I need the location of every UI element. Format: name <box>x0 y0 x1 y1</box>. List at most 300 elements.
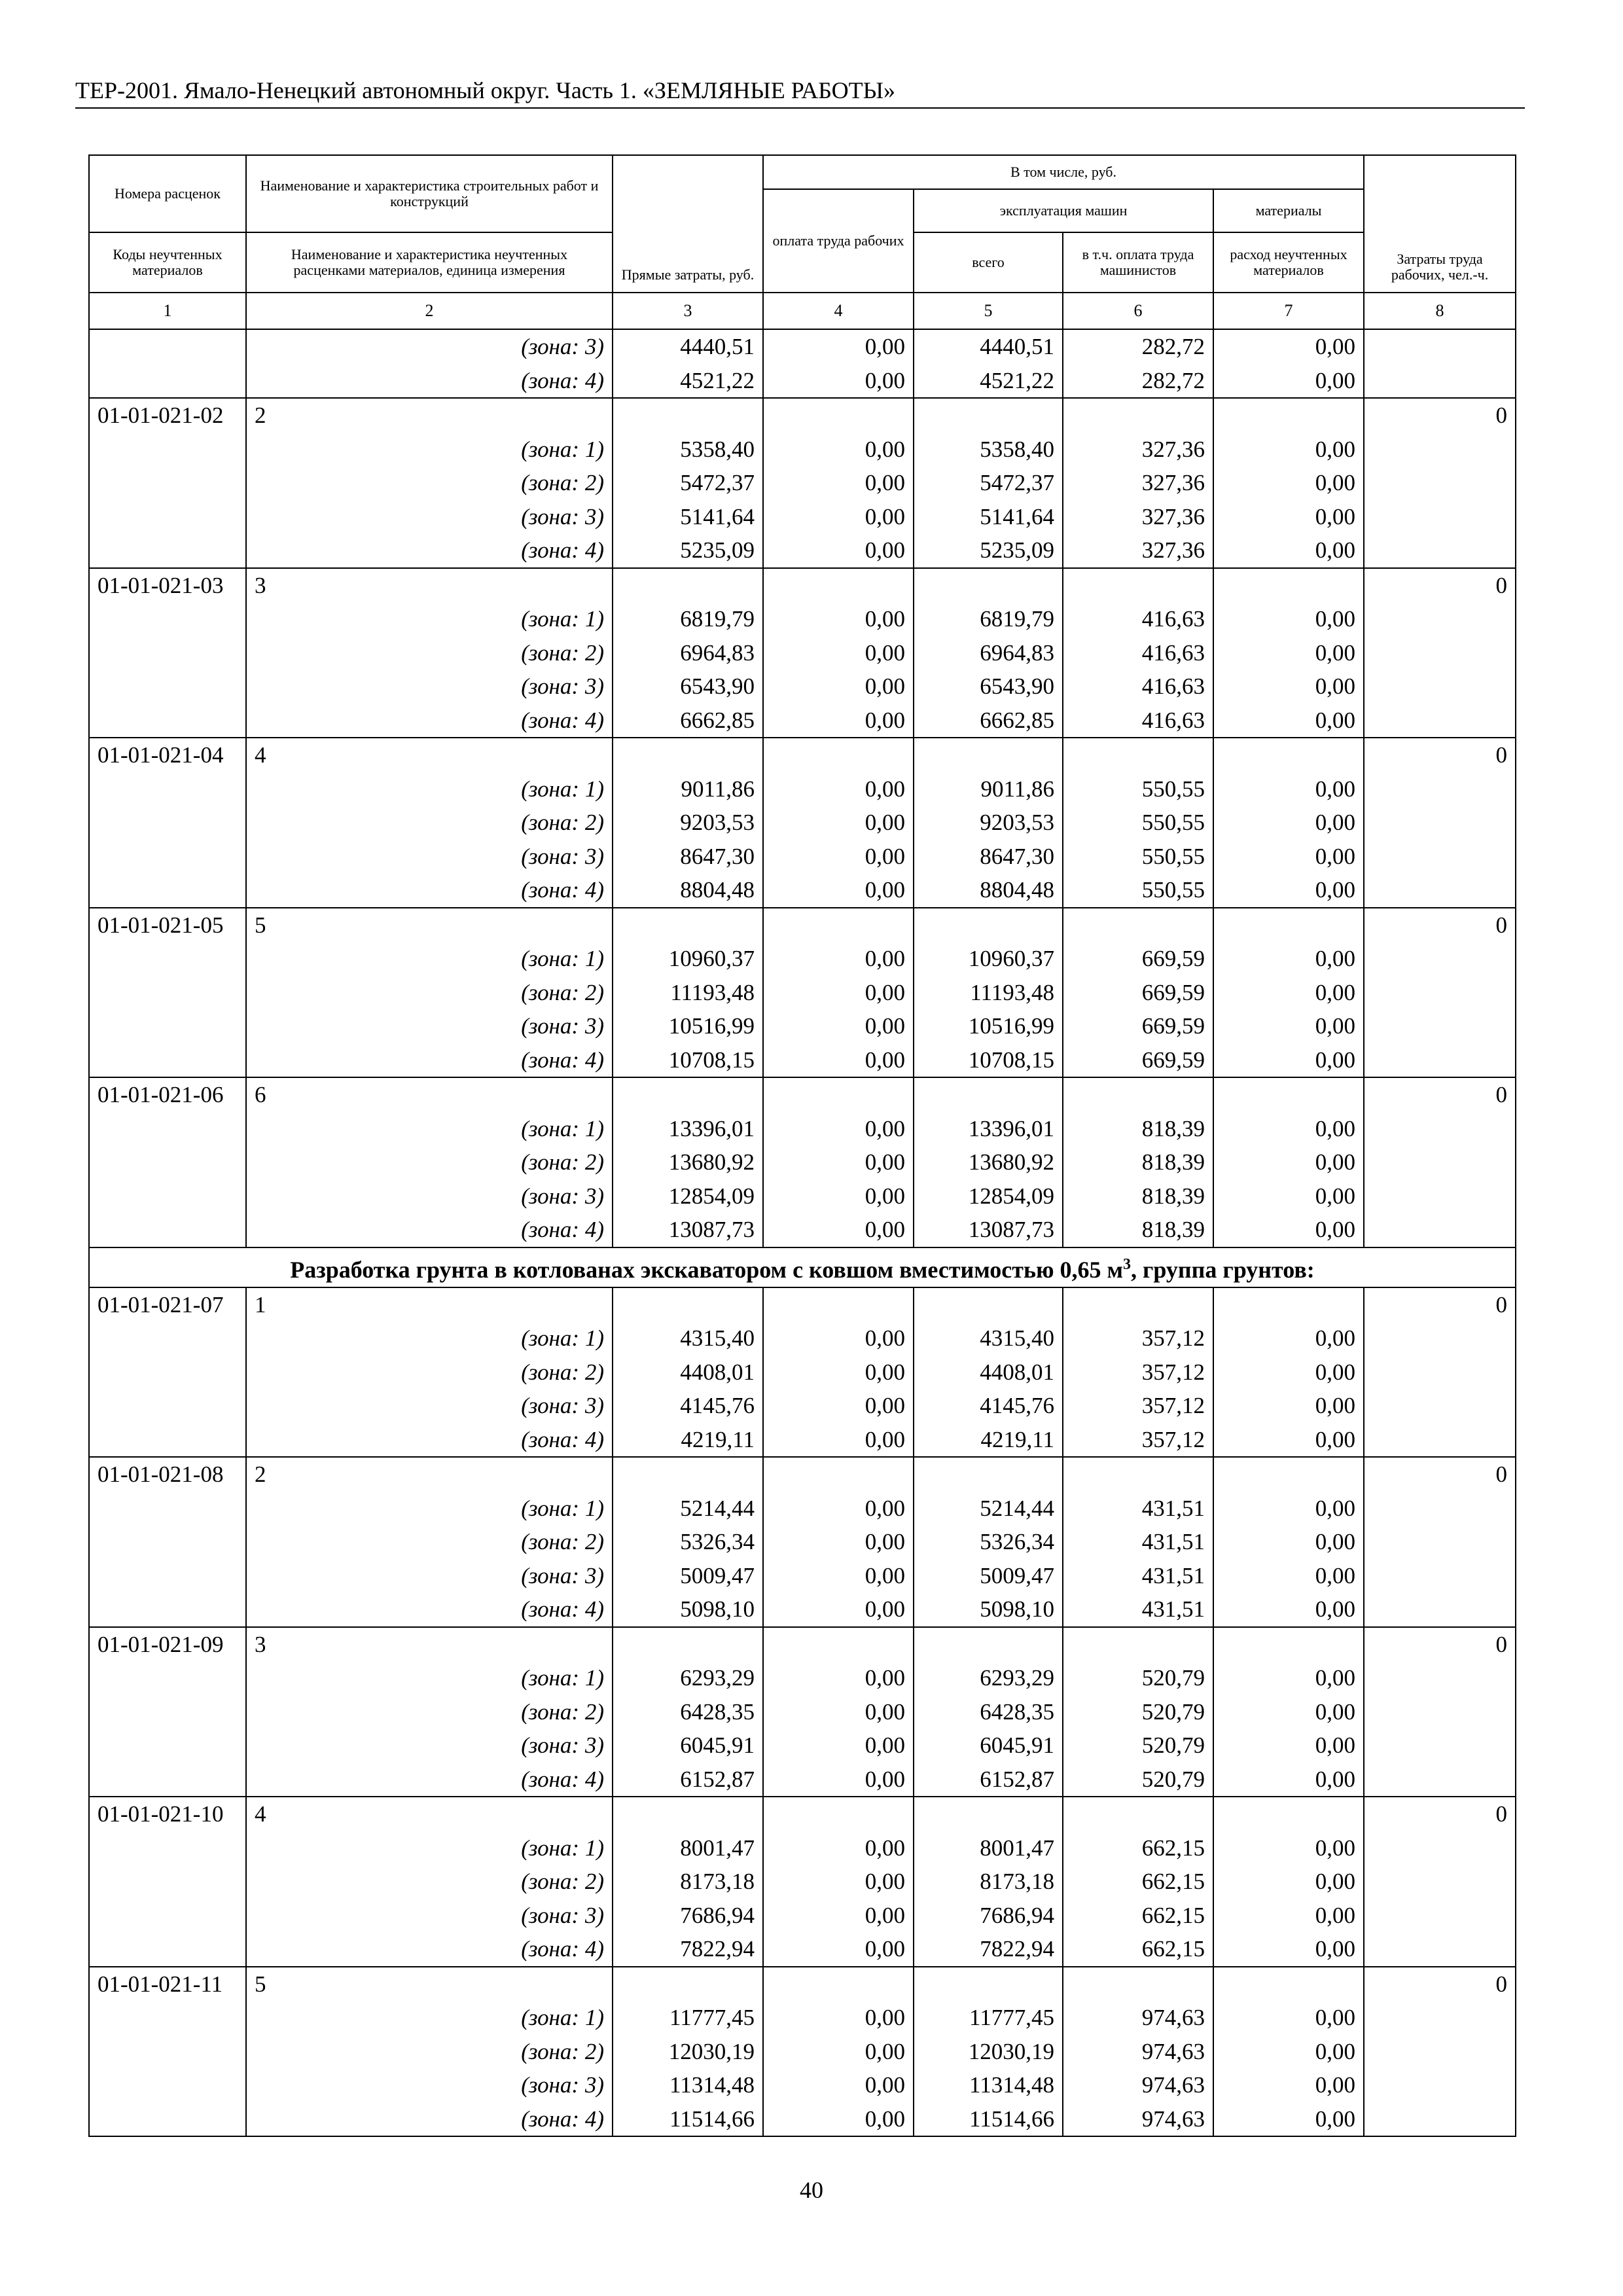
materials-cell: 0,00 <box>1213 1899 1364 1933</box>
code-cell <box>89 364 246 399</box>
empty-cell <box>763 1627 914 1662</box>
machine-labor-cell: 282,72 <box>1063 329 1213 364</box>
labor-cost-cell: 0,00 <box>763 1899 914 1933</box>
direct-cost-cell: 10708,15 <box>613 1043 763 1078</box>
zone-row <box>89 1043 1516 1078</box>
zone-label: (зона: 2) <box>246 976 613 1010</box>
zone-label: (зона: 4) <box>246 704 613 738</box>
code-cell <box>89 533 246 568</box>
direct-cost-cell: 6964,83 <box>613 636 763 670</box>
labor-cost-cell: 0,00 <box>763 500 914 534</box>
zone-row <box>89 840 1516 874</box>
zone-row <box>89 1831 1516 1865</box>
zone-label: (зона: 3) <box>246 2068 613 2102</box>
labor-hours-cell <box>1364 1009 1516 1043</box>
materials-cell: 0,00 <box>1213 636 1364 670</box>
labor-cost-cell: 0,00 <box>763 2068 914 2102</box>
zone-label: (зона: 1) <box>246 1661 613 1695</box>
materials-cell: 0,00 <box>1213 1389 1364 1423</box>
rate-code: 01-01-021-06 <box>89 1077 246 1112</box>
zone-label: (зона: 3) <box>246 840 613 874</box>
direct-cost-cell: 8647,30 <box>613 840 763 874</box>
code-cell <box>89 806 246 840</box>
labor-hours-cell <box>1364 1355 1516 1390</box>
rate-row <box>89 1077 1516 1112</box>
zone-label: (зона: 3) <box>246 329 613 364</box>
zone-row <box>89 806 1516 840</box>
zone-row <box>89 772 1516 806</box>
labor-hours-cell <box>1364 976 1516 1010</box>
direct-cost-cell: 5326,34 <box>613 1525 763 1559</box>
zone-row <box>89 636 1516 670</box>
machine-labor-cell: 431,51 <box>1063 1592 1213 1627</box>
machine-labor-cell: 550,55 <box>1063 873 1213 908</box>
machine-cost-cell: 4521,22 <box>914 364 1063 399</box>
empty-cell <box>613 398 763 433</box>
code-cell <box>89 1899 246 1933</box>
code-cell <box>89 2035 246 2069</box>
labor-cost-cell: 0,00 <box>763 1423 914 1458</box>
zone-label: (зона: 3) <box>246 500 613 534</box>
zone-row <box>89 704 1516 738</box>
empty-cell <box>1063 398 1213 433</box>
table-header <box>89 155 1516 329</box>
machine-cost-cell: 13087,73 <box>914 1213 1063 1247</box>
labor-hours-cell <box>1364 602 1516 636</box>
labor-hours-cell <box>1364 2001 1516 2035</box>
labor-hours-cell: 0 <box>1364 1287 1516 1322</box>
empty-cell <box>914 1797 1063 1831</box>
zone-label: (зона: 3) <box>246 1009 613 1043</box>
zone-row <box>89 1899 1516 1933</box>
direct-cost-cell: 11314,48 <box>613 2068 763 2102</box>
header-col5: всего <box>914 232 1063 293</box>
code-cell <box>89 1763 246 1797</box>
labor-hours-cell <box>1364 1525 1516 1559</box>
column-numbers-row <box>89 293 1516 329</box>
labor-hours-cell <box>1364 1899 1516 1933</box>
header-col4: оплата труда рабочих <box>763 189 914 293</box>
direct-cost-cell: 11514,66 <box>613 2102 763 2137</box>
labor-hours-cell <box>1364 942 1516 976</box>
materials-cell: 0,00 <box>1213 806 1364 840</box>
section-title <box>89 1247 1516 1287</box>
rate-name: 4 <box>246 1797 613 1831</box>
zone-label: (зона: 3) <box>246 1389 613 1423</box>
materials-cell: 0,00 <box>1213 1831 1364 1865</box>
direct-cost-cell: 6662,85 <box>613 704 763 738</box>
machine-cost-cell: 5098,10 <box>914 1592 1063 1627</box>
machine-cost-cell: 4315,40 <box>914 1321 1063 1355</box>
direct-cost-cell: 6293,29 <box>613 1661 763 1695</box>
code-cell <box>89 1831 246 1865</box>
machine-cost-cell: 10516,99 <box>914 1009 1063 1043</box>
direct-cost-cell: 13396,01 <box>613 1112 763 1146</box>
zone-row <box>89 1729 1516 1763</box>
labor-cost-cell: 0,00 <box>763 772 914 806</box>
zone-row <box>89 1763 1516 1797</box>
labor-cost-cell: 0,00 <box>763 2102 914 2137</box>
empty-cell <box>763 1457 914 1492</box>
empty-cell <box>1213 1287 1364 1322</box>
zone-label: (зона: 1) <box>246 1321 613 1355</box>
empty-cell <box>914 1967 1063 2001</box>
labor-hours-cell: 0 <box>1364 1457 1516 1492</box>
labor-cost-cell: 0,00 <box>763 1009 914 1043</box>
machine-labor-cell: 357,12 <box>1063 1423 1213 1458</box>
empty-cell <box>1063 738 1213 772</box>
labor-hours-cell <box>1364 1321 1516 1355</box>
rate-name: 2 <box>246 398 613 433</box>
direct-cost-cell: 8804,48 <box>613 873 763 908</box>
zone-row <box>89 1213 1516 1247</box>
zone-row <box>89 976 1516 1010</box>
machine-cost-cell: 11314,48 <box>914 2068 1063 2102</box>
materials-cell: 0,00 <box>1213 1043 1364 1078</box>
labor-cost-cell: 0,00 <box>763 1525 914 1559</box>
code-cell <box>89 329 246 364</box>
labor-hours-cell <box>1364 636 1516 670</box>
zone-label: (зона: 1) <box>246 1492 613 1526</box>
labor-cost-cell: 0,00 <box>763 840 914 874</box>
materials-cell: 0,00 <box>1213 1321 1364 1355</box>
header-col3: Прямые затраты, руб. <box>613 155 763 293</box>
zone-row <box>89 364 1516 399</box>
materials-cell: 0,00 <box>1213 2035 1364 2069</box>
machine-labor-cell: 662,15 <box>1063 1865 1213 1899</box>
zone-row <box>89 1661 1516 1695</box>
code-cell <box>89 1932 246 1967</box>
machine-labor-cell: 416,63 <box>1063 636 1213 670</box>
labor-hours-cell <box>1364 1145 1516 1179</box>
machine-labor-cell: 818,39 <box>1063 1145 1213 1179</box>
direct-cost-cell: 11193,48 <box>613 976 763 1010</box>
labor-cost-cell: 0,00 <box>763 466 914 500</box>
header-col1-bottom: Коды неучтенных материалов <box>89 232 246 293</box>
labor-hours-cell: 0 <box>1364 1077 1516 1112</box>
materials-cell: 0,00 <box>1213 533 1364 568</box>
header-materials: материалы <box>1213 189 1364 232</box>
code-cell <box>89 2068 246 2102</box>
labor-cost-cell: 0,00 <box>763 1112 914 1146</box>
code-cell <box>89 772 246 806</box>
labor-cost-cell: 0,00 <box>763 1695 914 1729</box>
machine-cost-cell: 6543,90 <box>914 670 1063 704</box>
header-including: В том числе, руб. <box>763 155 1364 189</box>
zone-row <box>89 1559 1516 1593</box>
labor-hours-cell: 0 <box>1364 908 1516 942</box>
labor-hours-cell <box>1364 433 1516 467</box>
labor-cost-cell: 0,00 <box>763 636 914 670</box>
header-col7: расход неучтенных материалов <box>1213 232 1364 293</box>
labor-hours-cell <box>1364 1112 1516 1146</box>
rate-row <box>89 1457 1516 1492</box>
labor-hours-cell <box>1364 772 1516 806</box>
empty-cell <box>914 1077 1063 1112</box>
machine-cost-cell: 13396,01 <box>914 1112 1063 1146</box>
rate-name: 3 <box>246 1627 613 1662</box>
materials-cell: 0,00 <box>1213 873 1364 908</box>
empty-cell <box>1063 1287 1213 1322</box>
machine-cost-cell: 5141,64 <box>914 500 1063 534</box>
machine-labor-cell: 282,72 <box>1063 364 1213 399</box>
rate-code: 01-01-021-05 <box>89 908 246 942</box>
direct-cost-cell: 6819,79 <box>613 602 763 636</box>
labor-cost-cell: 0,00 <box>763 1831 914 1865</box>
zone-label: (зона: 4) <box>246 1423 613 1458</box>
code-cell <box>89 873 246 908</box>
code-cell <box>89 1592 246 1627</box>
direct-cost-cell: 5358,40 <box>613 433 763 467</box>
direct-cost-cell: 4219,11 <box>613 1423 763 1458</box>
column-number: 1 <box>89 293 246 329</box>
labor-cost-cell: 0,00 <box>763 329 914 364</box>
machine-cost-cell: 6045,91 <box>914 1729 1063 1763</box>
section-title-superscript: 3 <box>1123 1255 1132 1273</box>
empty-cell <box>613 1967 763 2001</box>
zone-label: (зона: 3) <box>246 670 613 704</box>
rate-row <box>89 1287 1516 1322</box>
machine-cost-cell: 10708,15 <box>914 1043 1063 1078</box>
zone-row <box>89 329 1516 364</box>
empty-cell <box>763 568 914 603</box>
machine-cost-cell: 4408,01 <box>914 1355 1063 1390</box>
machine-cost-cell: 6662,85 <box>914 704 1063 738</box>
empty-cell <box>763 1797 914 1831</box>
empty-cell <box>613 908 763 942</box>
labor-cost-cell: 0,00 <box>763 1321 914 1355</box>
labor-hours-cell: 0 <box>1364 1627 1516 1662</box>
labor-hours-cell <box>1364 1043 1516 1078</box>
direct-cost-cell: 6045,91 <box>613 1729 763 1763</box>
labor-hours-cell: 0 <box>1364 1797 1516 1831</box>
labor-hours-cell <box>1364 704 1516 738</box>
zone-label: (зона: 3) <box>246 1729 613 1763</box>
zone-label: (зона: 2) <box>246 466 613 500</box>
machine-cost-cell: 9203,53 <box>914 806 1063 840</box>
code-cell <box>89 1559 246 1593</box>
code-cell <box>89 1043 246 1078</box>
zone-row <box>89 533 1516 568</box>
labor-cost-cell: 0,00 <box>763 1043 914 1078</box>
empty-cell <box>914 398 1063 433</box>
zone-label: (зона: 4) <box>246 1043 613 1078</box>
machine-cost-cell: 12030,19 <box>914 2035 1063 2069</box>
rate-code: 01-01-021-08 <box>89 1457 246 1492</box>
labor-cost-cell: 0,00 <box>763 533 914 568</box>
machine-cost-cell: 5214,44 <box>914 1492 1063 1526</box>
page-header: ТЕР-2001. Ямало-Ненецкий автономный округ. Часть 1. «ЗЕМЛЯНЫЕ РАБОТЫ» <box>75 73 1525 109</box>
materials-cell: 0,00 <box>1213 1112 1364 1146</box>
zone-label: (зона: 4) <box>246 1763 613 1797</box>
code-cell <box>89 1695 246 1729</box>
code-cell <box>89 704 246 738</box>
column-number: 2 <box>246 293 613 329</box>
zone-label: (зона: 2) <box>246 1145 613 1179</box>
labor-cost-cell: 0,00 <box>763 1492 914 1526</box>
materials-cell: 0,00 <box>1213 976 1364 1010</box>
zone-row <box>89 873 1516 908</box>
materials-cell: 0,00 <box>1213 364 1364 399</box>
direct-cost-cell: 11777,45 <box>613 2001 763 2035</box>
machine-cost-cell: 5009,47 <box>914 1559 1063 1593</box>
code-cell <box>89 466 246 500</box>
machine-cost-cell: 12854,09 <box>914 1179 1063 1213</box>
labor-cost-cell: 0,00 <box>763 1932 914 1967</box>
materials-cell: 0,00 <box>1213 1145 1364 1179</box>
labor-hours-cell <box>1364 466 1516 500</box>
machine-labor-cell: 520,79 <box>1063 1661 1213 1695</box>
machine-cost-cell: 8804,48 <box>914 873 1063 908</box>
materials-cell: 0,00 <box>1213 602 1364 636</box>
machine-labor-cell: 357,12 <box>1063 1355 1213 1390</box>
labor-cost-cell: 0,00 <box>763 2035 914 2069</box>
zone-label: (зона: 4) <box>246 2102 613 2137</box>
rate-code: 01-01-021-02 <box>89 398 246 433</box>
direct-cost-cell: 10516,99 <box>613 1009 763 1043</box>
direct-cost-cell: 6428,35 <box>613 1695 763 1729</box>
direct-cost-cell: 4145,76 <box>613 1389 763 1423</box>
labor-hours-cell <box>1364 1492 1516 1526</box>
empty-cell <box>1213 1797 1364 1831</box>
empty-cell <box>1063 568 1213 603</box>
labor-hours-cell <box>1364 1695 1516 1729</box>
machine-labor-cell: 357,12 <box>1063 1389 1213 1423</box>
labor-hours-cell <box>1364 1389 1516 1423</box>
section-title-suffix: , группа грунтов: <box>1131 1256 1315 1283</box>
empty-cell <box>1213 1627 1364 1662</box>
labor-cost-cell: 0,00 <box>763 873 914 908</box>
direct-cost-cell: 9203,53 <box>613 806 763 840</box>
code-cell <box>89 1389 246 1423</box>
zone-label: (зона: 1) <box>246 942 613 976</box>
labor-hours-cell: 0 <box>1364 738 1516 772</box>
labor-cost-cell: 0,00 <box>763 1559 914 1593</box>
direct-cost-cell: 13680,92 <box>613 1145 763 1179</box>
zone-label: (зона: 1) <box>246 772 613 806</box>
machine-cost-cell: 11193,48 <box>914 976 1063 1010</box>
code-cell <box>89 636 246 670</box>
zone-label: (зона: 4) <box>246 873 613 908</box>
labor-hours-cell <box>1364 533 1516 568</box>
machine-cost-cell: 9011,86 <box>914 772 1063 806</box>
zone-row <box>89 602 1516 636</box>
zone-label: (зона: 2) <box>246 2035 613 2069</box>
code-cell <box>89 2001 246 2035</box>
rate-code: 01-01-021-11 <box>89 1967 246 2001</box>
rate-code: 01-01-021-07 <box>89 1287 246 1322</box>
materials-cell: 0,00 <box>1213 1695 1364 1729</box>
zone-row <box>89 1865 1516 1899</box>
zone-label: (зона: 3) <box>246 1899 613 1933</box>
rate-name: 4 <box>246 738 613 772</box>
machine-labor-cell: 974,63 <box>1063 2102 1213 2137</box>
materials-cell: 0,00 <box>1213 1179 1364 1213</box>
empty-cell <box>1213 908 1364 942</box>
empty-cell <box>763 908 914 942</box>
labor-hours-cell <box>1364 1763 1516 1797</box>
zone-label: (зона: 1) <box>246 433 613 467</box>
labor-hours-cell <box>1364 1865 1516 1899</box>
machine-cost-cell: 4145,76 <box>914 1389 1063 1423</box>
page-number: 40 <box>800 2177 823 2203</box>
machine-labor-cell: 550,55 <box>1063 772 1213 806</box>
labor-cost-cell: 0,00 <box>763 1179 914 1213</box>
zone-label: (зона: 4) <box>246 533 613 568</box>
zone-label: (зона: 2) <box>246 1695 613 1729</box>
code-cell <box>89 1729 246 1763</box>
zone-row <box>89 942 1516 976</box>
header-col2-top: Наименование и характеристика строительных работ и конструкций <box>246 155 613 232</box>
zone-row <box>89 2102 1516 2137</box>
zone-row <box>89 433 1516 467</box>
zone-label: (зона: 3) <box>246 1559 613 1593</box>
labor-cost-cell: 0,00 <box>763 1389 914 1423</box>
labor-cost-cell: 0,00 <box>763 1213 914 1247</box>
materials-cell: 0,00 <box>1213 329 1364 364</box>
direct-cost-cell: 12030,19 <box>613 2035 763 2069</box>
labor-hours-cell <box>1364 873 1516 908</box>
code-cell <box>89 1661 246 1695</box>
code-cell <box>89 1865 246 1899</box>
zone-label: (зона: 1) <box>246 1112 613 1146</box>
labor-cost-cell: 0,00 <box>763 1865 914 1899</box>
labor-hours-cell <box>1364 1729 1516 1763</box>
machine-labor-cell: 431,51 <box>1063 1559 1213 1593</box>
machine-labor-cell: 662,15 <box>1063 1932 1213 1967</box>
zone-label: (зона: 4) <box>246 1932 613 1967</box>
zone-row <box>89 1321 1516 1355</box>
direct-cost-cell: 5098,10 <box>613 1592 763 1627</box>
machine-labor-cell: 520,79 <box>1063 1729 1213 1763</box>
empty-cell <box>1213 398 1364 433</box>
direct-cost-cell: 12854,09 <box>613 1179 763 1213</box>
zone-row <box>89 1525 1516 1559</box>
column-number: 7 <box>1213 293 1364 329</box>
rate-name: 2 <box>246 1457 613 1492</box>
labor-hours-cell <box>1364 1932 1516 1967</box>
code-cell <box>89 840 246 874</box>
machine-labor-cell: 416,63 <box>1063 704 1213 738</box>
machine-labor-cell: 974,63 <box>1063 2068 1213 2102</box>
labor-cost-cell: 0,00 <box>763 704 914 738</box>
machine-cost-cell: 10960,37 <box>914 942 1063 976</box>
materials-cell: 0,00 <box>1213 1763 1364 1797</box>
materials-cell: 0,00 <box>1213 840 1364 874</box>
rate-code: 01-01-021-09 <box>89 1627 246 1662</box>
rate-name: 3 <box>246 568 613 603</box>
labor-cost-cell: 0,00 <box>763 1729 914 1763</box>
machine-labor-cell: 818,39 <box>1063 1213 1213 1247</box>
header-col8: Затраты труда рабочих, чел.-ч. <box>1364 155 1516 293</box>
direct-cost-cell: 8173,18 <box>613 1865 763 1899</box>
code-cell <box>89 942 246 976</box>
machine-cost-cell: 6428,35 <box>914 1695 1063 1729</box>
zone-label: (зона: 2) <box>246 806 613 840</box>
labor-hours-cell <box>1364 2102 1516 2137</box>
materials-cell: 0,00 <box>1213 1009 1364 1043</box>
materials-cell: 0,00 <box>1213 670 1364 704</box>
direct-cost-cell: 4315,40 <box>613 1321 763 1355</box>
empty-cell <box>613 1627 763 1662</box>
rate-code: 01-01-021-10 <box>89 1797 246 1831</box>
empty-cell <box>763 1287 914 1322</box>
zone-row <box>89 1932 1516 1967</box>
rate-name: 6 <box>246 1077 613 1112</box>
materials-cell: 0,00 <box>1213 466 1364 500</box>
machine-labor-cell: 327,36 <box>1063 433 1213 467</box>
empty-cell <box>1213 1457 1364 1492</box>
